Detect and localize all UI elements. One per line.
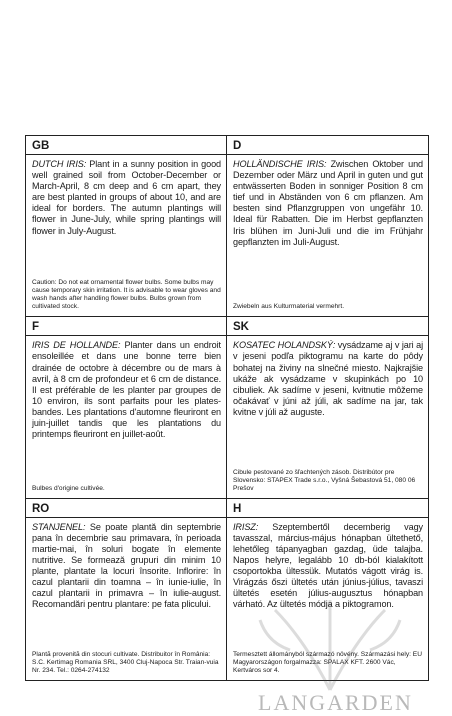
section-gb bbox=[26, 136, 227, 317]
section-ro bbox=[26, 499, 227, 680]
section-lead: STANJENEL: bbox=[32, 521, 86, 532]
section-text bbox=[32, 340, 221, 440]
section-code: F bbox=[26, 317, 226, 336]
instruction-grid bbox=[25, 135, 429, 681]
section-sk bbox=[227, 317, 428, 498]
section-lead: IRIS DE HOLLANDE: bbox=[32, 340, 121, 351]
section-body: Se poate plantă din septembrie pana în decembrie sau primavara, în perioada martie-mai, în soluri bogate în elemente nutritive. Se formează grupuri din minim 10 plante, plantate la locuri însorite. Inflorire: în cazul plantarii din toamna – în iunie-iulie, în cazul plantarii in primavra – în iulie-august. Recomandări pentru plantare: pe fata plicului. bbox=[32, 521, 221, 610]
section-d bbox=[227, 136, 428, 317]
section-lead: HOLLÄNDISCHE IRIS: bbox=[233, 159, 327, 169]
section-f bbox=[26, 317, 227, 498]
section-body: Zwischen Oktober und Dezember oder März und April in guten und gut entwässerten Boden in sonniger Position 8 cm tief und in Abständen von 6 cm pflanzen. Am besten sind Pflanzgruppen von ungefähr 10. Ideal für Rabatten. Die im Herbst gepflanzten Iris blühen im Juni-Juli und die im Frühjahr gepflanzten im Juli-August. bbox=[233, 159, 423, 247]
section-note: Bulbes d'origine cultivée. bbox=[32, 484, 105, 492]
section-body: Plant in a sunny position in good well grained soil from October-December or March-April, 8 cm deep and 6 cm apart, they are best planted in groups of about 10, and are ideal for borders. The autumn plantings will flower in June-July, while spring plantings will flower in July-August. bbox=[32, 159, 221, 236]
section-lead: DUTCH IRIS: bbox=[32, 159, 87, 169]
section-text bbox=[32, 522, 221, 611]
section-code: GB bbox=[26, 136, 226, 155]
section-body: Planter dans un endroit ensoleillée et dans une bonne terre bien drainée de octobre à décembre ou de mars à avril, à 8 cm de profondeur et 6 cm de distance. Il est préférable de les planter par groupes de 10 environ, ils sont parfaits pour les plates-bandes. Les plantations d'automne fleuriront en juin-juillet tandis que les plantations du printemps fleuriront en juillet-août. bbox=[32, 340, 221, 440]
section-code: H bbox=[227, 499, 428, 518]
section-note: Cibule pestované zo šľachtených zásob. Distribútor pre Slovensko: STAPEX Trade s.r.o., Vyšná Šebastová 51, 080 06 Prešov bbox=[233, 468, 416, 492]
section-code: RO bbox=[26, 499, 226, 518]
section-code: D bbox=[227, 136, 428, 155]
section-body: vysádzame aj v jari aj v jeseni podľa piktogramu na karte do pôdy bohatej na živiny na slnečné miesto. Najkrajšie ukáže ak vysádzame v skupinkách po 10 cibuliek. Ak sadíme v jeseni, kvitnutie môžeme očakávať v júni až júli, ak sadíme na jar, tak kvitne v júli až auguste. bbox=[233, 340, 423, 417]
section-text bbox=[233, 522, 423, 611]
section-note: Plantă provenită din stocuri cultivate. Distribuitor în România: S.C. Kertimag Romania SRL, 3400 Cluj-Napoca Str. Traian-vuia Nr. 234. Tel.: 0264-274132 bbox=[32, 650, 219, 674]
section-text bbox=[32, 159, 221, 237]
section-h bbox=[227, 499, 428, 680]
section-text bbox=[233, 340, 423, 418]
section-text bbox=[233, 159, 423, 248]
section-lead: KOSATEC HOLANDSKÝ: bbox=[233, 340, 336, 351]
section-code: SK bbox=[227, 317, 428, 336]
section-note: Termesztett állományból származó növény. Származási hely: EU Magyarországon forgalmazza: SPALAX KFT. 2600 Vác, Kertváros sor 4. bbox=[233, 650, 422, 674]
section-body: Szeptembertől decemberig vagy tavasszal, március-május hónapban ültethető, lehetőleg tápanyagban gazdag, üde talajba. Napos helyre, legalább 10 db-ból kialakított csoportokba ültessük. Mutatós vágott virág is. Virágzás őszi ültetés után június-július, tavaszi ültetés esetén július-augusztus hónapban várható. Az ültetés módja a piktogramon. bbox=[233, 521, 423, 610]
brand-logo: LANGARDEN bbox=[258, 690, 413, 715]
section-lead: IRISZ: bbox=[233, 521, 259, 532]
section-note: Caution: Do not eat ornamental flower bulbs. Some bulbs may cause temporary skin irritation. It is advisable to wear gloves and wash hands after handling flower bulbs. Bulbs grown from cultivated stock. bbox=[32, 279, 221, 311]
section-note: Zwiebeln aus Kulturmaterial vermehrt. bbox=[233, 303, 345, 311]
